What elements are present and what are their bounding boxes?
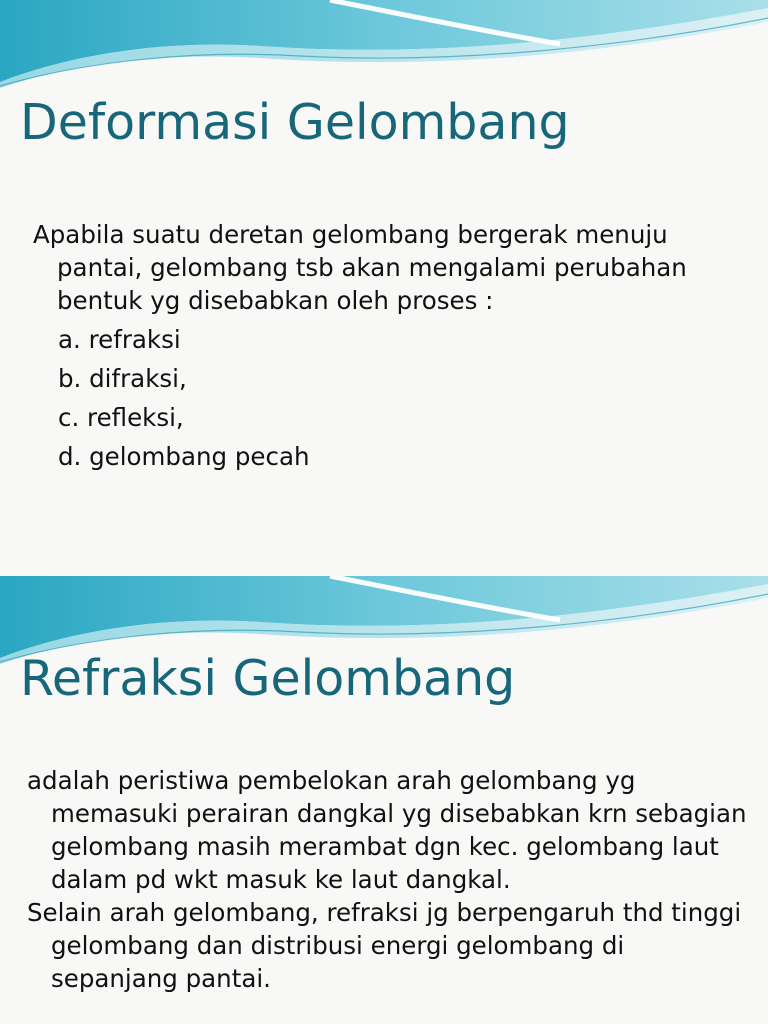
list-item: d. gelombang pecah (58, 442, 310, 471)
slide-title: Refraksi Gelombang (20, 650, 516, 707)
list-item: c. refleksi, (58, 403, 184, 432)
slide-refraksi-gelombang (0, 576, 768, 1024)
list-item: b. difraksi, (58, 364, 187, 393)
intro-paragraph: Apabila suatu deretan gelombang bergerak menuju pantai, gelombang tsb akan mengalami perubahan bentuk yg disebabkan oleh proses : (33, 220, 687, 315)
process-list (58, 323, 743, 479)
definition-paragraph: adalah peristiwa pembelokan arah gelombang yg memasuki perairan dangkal yg disebabkan krn sebagian gelombang masih merambat dgn kec. gelombang laut dalam pd wkt masuk ke laut dangkal. (27, 766, 747, 894)
slide-body (27, 764, 747, 995)
slide-body (33, 218, 743, 479)
effect-paragraph: Selain arah gelombang, refraksi jg berpengaruh thd tinggi gelombang dan distribusi energi gelombang di sepanjang pantai. (27, 898, 742, 993)
wave-header-decoration (0, 0, 768, 90)
slide-title: Deformasi Gelombang (20, 94, 570, 151)
list-item: a. refraksi (58, 325, 181, 354)
